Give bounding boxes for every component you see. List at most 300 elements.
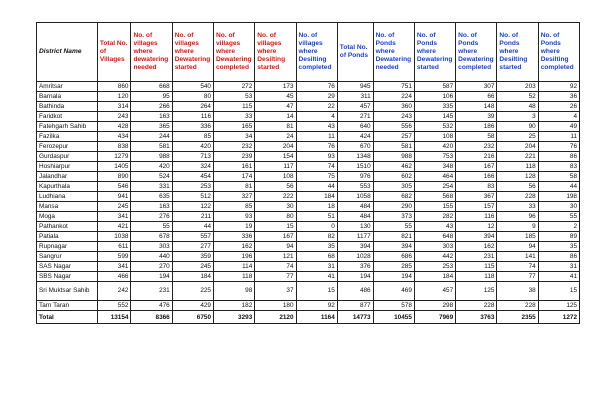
- value-cell: 976: [337, 172, 373, 182]
- district-name-cell: Fazilka: [37, 132, 98, 142]
- value-cell: 581: [373, 142, 414, 152]
- value-cell: 26: [538, 102, 579, 112]
- value-cell: 58: [456, 132, 497, 142]
- value-cell: 85: [214, 202, 255, 212]
- value-cell: 55: [131, 222, 172, 232]
- value-cell: 1028: [337, 252, 373, 262]
- value-cell: 635: [131, 192, 172, 202]
- table-row: [37, 232, 580, 242]
- value-cell: 264: [172, 102, 213, 112]
- value-cell: 85: [172, 132, 213, 142]
- value-cell: 82: [296, 232, 337, 242]
- value-cell: 203: [497, 82, 538, 92]
- value-cell: 47: [255, 102, 296, 112]
- district-name-cell: Ludhiana: [37, 192, 98, 202]
- value-cell: 93: [296, 152, 337, 162]
- value-cell: 602: [373, 172, 414, 182]
- value-cell: 30: [255, 202, 296, 212]
- value-cell: 454: [172, 172, 213, 182]
- value-cell: 35: [296, 242, 337, 252]
- value-cell: 25: [497, 132, 538, 142]
- value-cell: 36: [538, 92, 579, 102]
- value-cell: 180: [255, 301, 296, 311]
- value-cell: 587: [414, 82, 455, 92]
- value-cell: 128: [497, 172, 538, 182]
- header-district-name: District Name: [37, 23, 98, 82]
- value-cell: 66: [456, 92, 497, 102]
- value-cell: 35: [538, 242, 579, 252]
- value-cell: 118: [497, 162, 538, 172]
- table-row: [37, 262, 580, 272]
- value-cell: 945: [337, 82, 373, 92]
- value-cell: 77: [497, 272, 538, 282]
- value-cell: 532: [414, 122, 455, 132]
- value-cell: 90: [497, 122, 538, 132]
- value-cell: 58: [538, 172, 579, 182]
- value-cell: 56: [497, 182, 538, 192]
- total-value-cell: 3763: [456, 311, 497, 324]
- value-cell: 31: [296, 262, 337, 272]
- value-cell: 599: [97, 252, 131, 262]
- value-cell: 232: [214, 142, 255, 152]
- total-value-cell: 8366: [131, 311, 172, 324]
- value-cell: 244: [131, 132, 172, 142]
- district-name-cell: Patiala: [37, 232, 98, 242]
- value-cell: 228: [456, 301, 497, 311]
- value-cell: 94: [255, 242, 296, 252]
- value-cell: 327: [214, 192, 255, 202]
- value-cell: 640: [337, 122, 373, 132]
- value-cell: 167: [255, 232, 296, 242]
- table-row: [37, 252, 580, 262]
- value-cell: 15: [538, 282, 579, 301]
- value-cell: 114: [214, 262, 255, 272]
- district-name-cell: Barnala: [37, 92, 98, 102]
- value-cell: 173: [255, 82, 296, 92]
- value-cell: 670: [337, 142, 373, 152]
- column-header: Total No. of Ponds: [337, 23, 373, 82]
- district-name-cell: Sri Muktsar Sahib: [37, 282, 98, 301]
- value-cell: 245: [172, 262, 213, 272]
- value-cell: 106: [414, 92, 455, 102]
- value-cell: 324: [172, 162, 213, 172]
- value-cell: 81: [255, 122, 296, 132]
- value-cell: 167: [456, 162, 497, 172]
- value-cell: 1510: [337, 162, 373, 172]
- value-cell: 546: [97, 182, 131, 192]
- value-cell: 55: [373, 222, 414, 232]
- total-value-cell: 1272: [538, 311, 579, 324]
- value-cell: 228: [497, 301, 538, 311]
- value-cell: 163: [131, 202, 172, 212]
- value-cell: 821: [373, 232, 414, 242]
- value-cell: 19: [214, 222, 255, 232]
- value-cell: 253: [172, 182, 213, 192]
- value-cell: 43: [296, 122, 337, 132]
- value-cell: 92: [538, 82, 579, 92]
- value-cell: 305: [373, 182, 414, 192]
- value-cell: 22: [296, 102, 337, 112]
- value-cell: 231: [131, 282, 172, 301]
- value-cell: 243: [373, 112, 414, 122]
- value-cell: 466: [97, 272, 131, 282]
- table-row: [37, 301, 580, 311]
- value-cell: 221: [497, 152, 538, 162]
- value-cell: 253: [414, 262, 455, 272]
- value-cell: 92: [296, 301, 337, 311]
- district-name-cell: Hoshiarpur: [37, 162, 98, 172]
- value-cell: 464: [414, 172, 455, 182]
- value-cell: 15: [296, 282, 337, 301]
- value-cell: 116: [456, 212, 497, 222]
- value-cell: 341: [97, 262, 131, 272]
- value-cell: 232: [456, 142, 497, 152]
- value-cell: 239: [214, 152, 255, 162]
- value-cell: 83: [456, 182, 497, 192]
- value-cell: 3: [497, 112, 538, 122]
- value-cell: 44: [172, 222, 213, 232]
- district-name-cell: Kapurthala: [37, 182, 98, 192]
- value-cell: 14: [255, 112, 296, 122]
- value-cell: 988: [131, 152, 172, 162]
- value-cell: 37: [255, 282, 296, 301]
- value-cell: 753: [414, 152, 455, 162]
- table-row: [37, 162, 580, 172]
- value-cell: 121: [255, 252, 296, 262]
- value-cell: 9: [497, 222, 538, 232]
- value-cell: 52: [497, 92, 538, 102]
- value-cell: 678: [131, 232, 172, 242]
- value-cell: 686: [373, 252, 414, 262]
- value-cell: 307: [456, 82, 497, 92]
- total-value-cell: 14773: [337, 311, 373, 324]
- value-cell: 148: [456, 102, 497, 112]
- value-cell: 108: [255, 172, 296, 182]
- value-cell: 155: [414, 202, 455, 212]
- table-body: [37, 82, 580, 324]
- value-cell: 552: [97, 301, 131, 311]
- value-cell: 49: [538, 122, 579, 132]
- value-cell: 336: [172, 122, 213, 132]
- value-cell: 125: [456, 282, 497, 301]
- total-value-cell: 7969: [414, 311, 455, 324]
- value-cell: 245: [97, 202, 131, 212]
- value-cell: 553: [337, 182, 373, 192]
- table-row: [37, 222, 580, 232]
- total-value-cell: 13154: [97, 311, 131, 324]
- value-cell: 145: [414, 112, 455, 122]
- district-name-cell: Fatehgarh Sahib: [37, 122, 98, 132]
- value-cell: 4: [538, 112, 579, 122]
- district-name-cell: Ferozepur: [37, 142, 98, 152]
- value-cell: 76: [538, 142, 579, 152]
- header-row: [37, 23, 580, 82]
- value-cell: 204: [255, 142, 296, 152]
- value-cell: 512: [172, 192, 213, 202]
- value-cell: 228: [497, 192, 538, 202]
- value-cell: 838: [97, 142, 131, 152]
- value-cell: 524: [131, 172, 172, 182]
- table-row: [37, 92, 580, 102]
- value-cell: 211: [172, 212, 213, 222]
- column-header: No. of Ponds where Desilting started: [497, 23, 538, 82]
- value-cell: 186: [456, 122, 497, 132]
- district-name-cell: SAS Nagar: [37, 262, 98, 272]
- value-cell: 24: [255, 132, 296, 142]
- value-cell: 462: [373, 162, 414, 172]
- value-cell: 83: [538, 162, 579, 172]
- value-cell: 33: [497, 202, 538, 212]
- value-cell: 222: [255, 192, 296, 202]
- value-cell: 336: [214, 232, 255, 242]
- table-row: [37, 152, 580, 162]
- table-row: [37, 132, 580, 142]
- value-cell: 51: [296, 212, 337, 222]
- total-label: Total: [37, 311, 98, 324]
- value-cell: 890: [97, 172, 131, 182]
- value-cell: 420: [131, 162, 172, 172]
- value-cell: 367: [456, 192, 497, 202]
- value-cell: 34: [214, 132, 255, 142]
- value-cell: 163: [131, 112, 172, 122]
- district-name-cell: Mansa: [37, 202, 98, 212]
- value-cell: 141: [497, 252, 538, 262]
- value-cell: 421: [97, 222, 131, 232]
- table-row: [37, 182, 580, 192]
- pond-dewatering-table: [36, 22, 580, 324]
- value-cell: 118: [214, 272, 255, 282]
- value-cell: 75: [296, 172, 337, 182]
- total-value-cell: 3293: [214, 311, 255, 324]
- column-header: No. of Ponds where Dewatering started: [414, 23, 455, 82]
- value-cell: 578: [373, 301, 414, 311]
- value-cell: 166: [456, 172, 497, 182]
- value-cell: 93: [214, 212, 255, 222]
- value-cell: 117: [255, 162, 296, 172]
- value-cell: 341: [97, 212, 131, 222]
- total-value-cell: 2120: [255, 311, 296, 324]
- table-row: [37, 242, 580, 252]
- table-row: [37, 282, 580, 301]
- value-cell: 476: [131, 301, 172, 311]
- value-cell: 76: [296, 142, 337, 152]
- value-cell: 484: [337, 212, 373, 222]
- value-cell: 285: [373, 262, 414, 272]
- value-cell: 282: [414, 212, 455, 222]
- value-cell: 74: [497, 262, 538, 272]
- table-row: [37, 142, 580, 152]
- value-cell: 216: [456, 152, 497, 162]
- value-cell: 122: [172, 202, 213, 212]
- column-header: No. of villages where Desilting completed: [296, 23, 337, 82]
- value-cell: 365: [131, 122, 172, 132]
- table-row: [37, 82, 580, 92]
- value-cell: 298: [414, 301, 455, 311]
- value-cell: 154: [255, 152, 296, 162]
- value-cell: 161: [214, 162, 255, 172]
- total-row: [37, 311, 580, 324]
- value-cell: 196: [214, 252, 255, 262]
- value-cell: 682: [373, 192, 414, 202]
- column-header: No. of Ponds where Dewatering completed: [456, 23, 497, 82]
- value-cell: 11: [538, 132, 579, 142]
- value-cell: 271: [337, 112, 373, 122]
- value-cell: 48: [497, 102, 538, 112]
- column-header: No. of villages where Dewatering completed: [214, 23, 255, 82]
- value-cell: 98: [214, 282, 255, 301]
- value-cell: 272: [214, 82, 255, 92]
- value-cell: 420: [414, 142, 455, 152]
- value-cell: 95: [131, 92, 172, 102]
- value-cell: 45: [255, 92, 296, 102]
- value-cell: 420: [172, 142, 213, 152]
- value-cell: 331: [131, 182, 172, 192]
- value-cell: 277: [172, 242, 213, 252]
- value-cell: 194: [337, 272, 373, 282]
- value-cell: 434: [97, 132, 131, 142]
- value-cell: 116: [172, 112, 213, 122]
- value-cell: 80: [255, 212, 296, 222]
- value-cell: 311: [337, 92, 373, 102]
- value-cell: 243: [97, 112, 131, 122]
- value-cell: 394: [373, 242, 414, 252]
- value-cell: 125: [538, 301, 579, 311]
- value-cell: 162: [214, 242, 255, 252]
- value-cell: 184: [414, 272, 455, 282]
- report-sheet: [36, 22, 580, 324]
- value-cell: 115: [456, 262, 497, 272]
- value-cell: 194: [131, 272, 172, 282]
- value-cell: 76: [296, 82, 337, 92]
- table-row: [37, 202, 580, 212]
- value-cell: 486: [337, 282, 373, 301]
- value-cell: 55: [538, 212, 579, 222]
- value-cell: 1279: [97, 152, 131, 162]
- value-cell: 303: [414, 242, 455, 252]
- value-cell: 94: [497, 242, 538, 252]
- value-cell: 33: [214, 112, 255, 122]
- value-cell: 80: [172, 92, 213, 102]
- value-cell: 457: [337, 102, 373, 112]
- table-row: [37, 212, 580, 222]
- value-cell: 266: [131, 102, 172, 112]
- value-cell: 89: [538, 232, 579, 242]
- value-cell: 231: [456, 252, 497, 262]
- value-cell: 130: [337, 222, 373, 232]
- value-cell: 568: [414, 192, 455, 202]
- value-cell: 2: [538, 222, 579, 232]
- value-cell: 108: [414, 132, 455, 142]
- value-cell: 373: [373, 212, 414, 222]
- value-cell: 11: [296, 132, 337, 142]
- value-cell: 376: [337, 262, 373, 272]
- value-cell: 877: [337, 301, 373, 311]
- value-cell: 557: [172, 232, 213, 242]
- value-cell: 581: [131, 142, 172, 152]
- value-cell: 56: [255, 182, 296, 192]
- district-name-cell: SBS Nagar: [37, 272, 98, 282]
- value-cell: 120: [97, 92, 131, 102]
- value-cell: 44: [296, 182, 337, 192]
- value-cell: 1038: [97, 232, 131, 242]
- value-cell: 648: [414, 232, 455, 242]
- district-name-cell: Faridkot: [37, 112, 98, 122]
- value-cell: 556: [373, 122, 414, 132]
- value-cell: 941: [97, 192, 131, 202]
- value-cell: 38: [497, 282, 538, 301]
- column-header: No. of villages where dewatering needed: [131, 23, 172, 82]
- value-cell: 194: [373, 272, 414, 282]
- value-cell: 335: [414, 102, 455, 112]
- column-header: No. of Ponds where Dewatering needed: [373, 23, 414, 82]
- value-cell: 184: [172, 272, 213, 282]
- table-row: [37, 112, 580, 122]
- district-name-cell: Bathinda: [37, 102, 98, 112]
- value-cell: 18: [296, 202, 337, 212]
- value-cell: 86: [538, 252, 579, 262]
- column-header: No. of villages where Desilting started: [255, 23, 296, 82]
- value-cell: 469: [373, 282, 414, 301]
- value-cell: 1177: [337, 232, 373, 242]
- value-cell: 204: [497, 142, 538, 152]
- value-cell: 68: [296, 252, 337, 262]
- value-cell: 348: [414, 162, 455, 172]
- total-value-cell: 6750: [172, 311, 213, 324]
- value-cell: 1405: [97, 162, 131, 172]
- value-cell: 74: [255, 262, 296, 272]
- value-cell: 1058: [337, 192, 373, 202]
- value-cell: 185: [497, 232, 538, 242]
- district-name-cell: Moga: [37, 212, 98, 222]
- value-cell: 0: [296, 222, 337, 232]
- value-cell: 860: [97, 82, 131, 92]
- total-value-cell: 10455: [373, 311, 414, 324]
- value-cell: 359: [172, 252, 213, 262]
- table-row: [37, 172, 580, 182]
- value-cell: 225: [172, 282, 213, 301]
- value-cell: 442: [414, 252, 455, 262]
- value-cell: 276: [131, 212, 172, 222]
- value-cell: 668: [131, 82, 172, 92]
- value-cell: 198: [538, 192, 579, 202]
- value-cell: 184: [296, 192, 337, 202]
- value-cell: 751: [373, 82, 414, 92]
- column-header: No. of Ponds where Desilting completed: [538, 23, 579, 82]
- value-cell: 394: [337, 242, 373, 252]
- district-name-cell: Sangrur: [37, 252, 98, 262]
- value-cell: 86: [538, 152, 579, 162]
- value-cell: 12: [456, 222, 497, 232]
- value-cell: 15: [255, 222, 296, 232]
- district-name-cell: Rupnagar: [37, 242, 98, 252]
- value-cell: 429: [172, 301, 213, 311]
- value-cell: 115: [214, 102, 255, 112]
- value-cell: 74: [296, 162, 337, 172]
- value-cell: 29: [296, 92, 337, 102]
- value-cell: 182: [214, 301, 255, 311]
- value-cell: 31: [538, 262, 579, 272]
- column-header: Total No. of Villages: [97, 23, 131, 82]
- total-value-cell: 2355: [497, 311, 538, 324]
- table-row: [37, 272, 580, 282]
- value-cell: 242: [97, 282, 131, 301]
- value-cell: 77: [255, 272, 296, 282]
- value-cell: 118: [456, 272, 497, 282]
- value-cell: 988: [373, 152, 414, 162]
- value-cell: 424: [337, 132, 373, 142]
- value-cell: 254: [414, 182, 455, 192]
- district-name-cell: Jalandhar: [37, 172, 98, 182]
